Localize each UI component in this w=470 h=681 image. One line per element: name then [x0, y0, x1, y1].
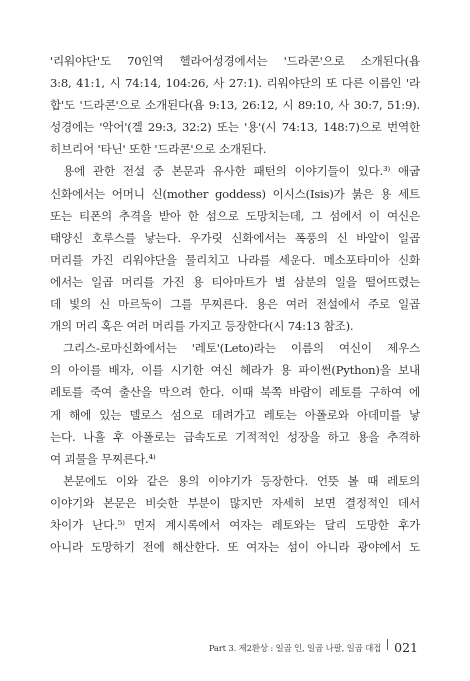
- body-line: 그리스-로마신화에서는 '레토'(Leto)라는 이름의 여신이 제우스: [63, 341, 420, 356]
- body-line: 이야기와 본문은 비슷한 부분이 많지만 자세히 보면 결정적인 데서: [50, 495, 420, 510]
- page-footer: [209, 640, 418, 655]
- body-line: 의 아이를 배자, 이를 시기한 여신 헤라가 용 파이썬(Python)을 보내: [50, 363, 420, 378]
- body-line: 신화에서는 어머니 신(mother goddess) 이시스(Isis)가 붉은 용 세트: [50, 186, 420, 201]
- body-line: 히브리어 '타닌' 또한 '드라콘'으로 소개된다.: [50, 142, 267, 157]
- body-line: 3:8, 41:1, 시 74:14, 104:26, 사 27:1). 리워야단의 또 다른 이름인 '라: [50, 76, 420, 91]
- body-line: 게 해에 있는 델로스 섬으로 데려가고 레토는 아폴로와 아데미를 낳: [50, 407, 420, 422]
- body-line: 용에 관한 전설 중 본문과 유사한 패턴의 이야기들이 있다.³⁾ 애굽: [63, 164, 420, 179]
- running-head: Part 3. 제2환상 : 일곱 인, 일곱 나팔, 일곱 대접: [208, 643, 382, 654]
- body-line: 본문에도 이와 같은 용의 이야기가 등장한다. 언뜻 볼 때 레토의: [63, 473, 420, 488]
- body-line: 데 빛의 신 마르둑이 그를 무찌른다. 용은 여러 전설에서 주로 일곱: [50, 297, 420, 312]
- body-line: 성경에는 '악어'(겔 29:3, 32:2) 또는 '용'(시 74:13, 148:7)으로 번역한: [50, 120, 420, 135]
- page-body: [50, 50, 420, 558]
- body-line: 에서는 일곱 머리를 가진 용 티아마트가 별 삼분의 일을 떨어뜨렸는: [50, 274, 420, 289]
- body-line: 여 괴물을 무찌른다.⁴⁾: [50, 451, 156, 466]
- body-line: 아니라 도망하기 전에 해산한다. 또 여자는 섬이 아니라 광야에서 도: [50, 540, 420, 555]
- body-line: '리워야단'도 70인역 헬라어성경에서는 '드라콘'으로 소개된다(욥: [50, 54, 420, 68]
- footer-divider: [387, 639, 388, 650]
- body-line: 합'도 '드라콘'으로 소개된다(욥 9:13, 26:12, 시 89:10, 사 30:7, 51:9).: [50, 98, 420, 113]
- page-number: 021: [394, 640, 418, 655]
- body-line: 머리를 가진 리워야단을 물리치고 나라를 세운다. 메소포타미아 신화: [50, 252, 420, 267]
- body-line: 는다. 나흘 후 아폴로는 급속도로 기적적인 성장을 하고 용을 추격하: [50, 429, 420, 444]
- body-line: 또는 티폰의 추격을 받아 한 섬으로 도망치는데, 그 섬에서 이 여신은: [50, 208, 420, 223]
- body-line: 차이가 난다.⁵⁾ 먼저 계시록에서 여자는 레토와는 달리 도망한 후가: [50, 517, 420, 532]
- body-line: 태양신 호루스를 낳는다. 우가릿 신화에서는 폭풍의 신 바알이 일곱: [50, 230, 420, 245]
- body-line: 개의 머리 혹은 여러 머리를 가지고 등장한다(시 74:13 참조).: [50, 319, 354, 334]
- body-line: 레토를 죽여 출산을 막으려 한다. 이때 북쪽 바람이 레토를 구하여 에: [50, 385, 420, 400]
